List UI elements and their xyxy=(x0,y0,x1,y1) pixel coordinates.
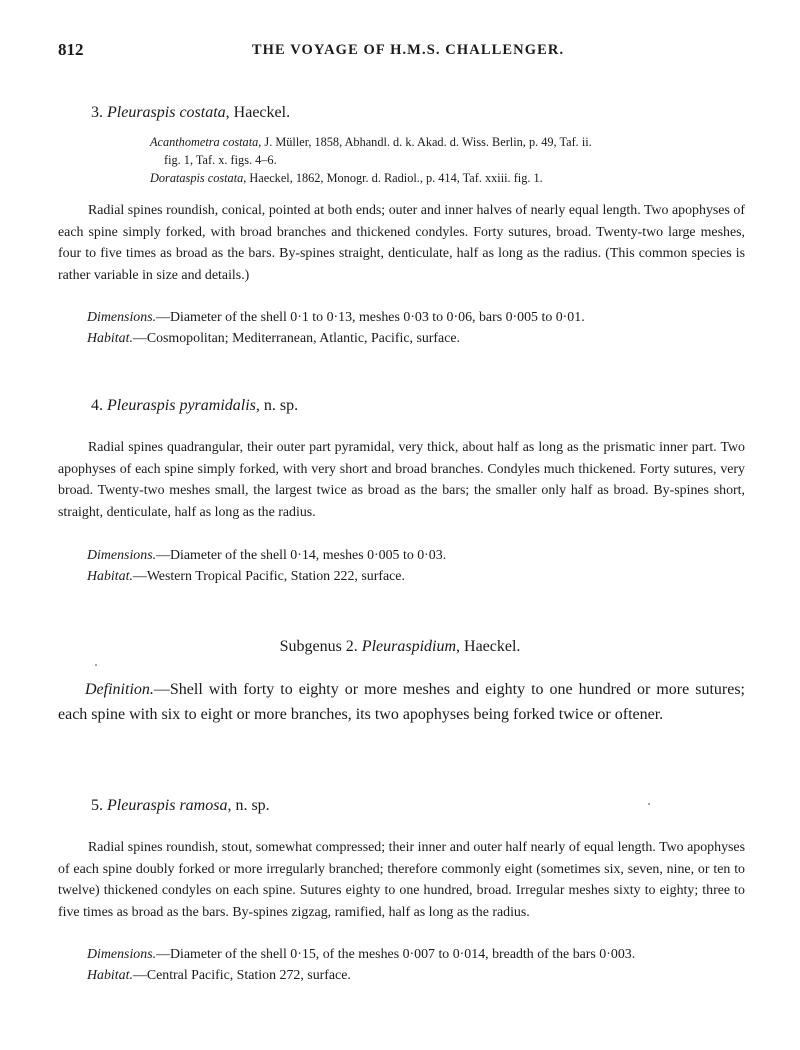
habitat-text: —Cosmopolitan; Mediterranean, Atlantic, Pacific, surface. xyxy=(132,331,461,346)
synonym-name: Dorataspis costata xyxy=(150,171,244,185)
species-5-description xyxy=(58,837,745,923)
species-4-author: , n. sp. xyxy=(255,397,299,414)
definition-text: —Shell with forty to eighty or more meshes and eighty to one hundred or more sutures; each spine with six to eight or more branches, its two apophyses being forked twice or oftener. xyxy=(58,681,745,723)
habitat-text: —Central Pacific, Station 272, surface. xyxy=(132,968,351,983)
species-3-synonymy xyxy=(150,133,750,187)
species-3-description xyxy=(58,200,745,286)
species-4-name: Pleuraspis pyramidalis xyxy=(107,397,256,414)
description-text: Radial spines roundish, conical, pointed at both ends; outer and inner halves of nearly equal length. Two apophyses of each spine simply forked, with broad branches and thickened condyles. Forty sutures, broad. Twenty-two large meshes, four to five times as broad as the bars. By-spines straight, denticulate, half as long as the radius. (This common species is rather variable in size and details.) xyxy=(58,203,745,283)
subgenus-prefix: Subgenus 2. xyxy=(279,638,362,655)
species-3-title xyxy=(91,104,290,122)
synonym-reference: , J. Müller, 1858, Abhandl. d. k. Akad. d. Wiss. Berlin, p. 49, Taf. ii. xyxy=(258,135,592,149)
dimensions-line xyxy=(87,307,747,328)
scan-speck xyxy=(95,664,97,666)
dimensions-label: Dimensions. xyxy=(87,548,157,563)
dimensions-line xyxy=(58,944,745,965)
species-5-title xyxy=(91,797,270,815)
subgenus-author: , Haeckel. xyxy=(456,638,521,655)
description-text: Radial spines quadrangular, their outer part pyramidal, very thick, about half as long as the prismatic inner part. Two apophyses of each spine simply forked, with very short and broad branches. Condyles much thickened. Forty sutures, very broad. Twenty-two meshes small, the largest twice as broad as the bars; the smaller only half as broad. By-spines short, straight, denticulate, half as long as the radius. xyxy=(58,440,745,520)
species-5-metadata xyxy=(58,944,745,986)
dimensions-text: —Diameter of the shell 0·15, of the meshes 0·007 to 0·014, breadth of the bars 0·003. xyxy=(156,947,636,962)
habitat-text: —Western Tropical Pacific, Station 222, surface. xyxy=(132,569,405,584)
dimensions-text: —Diameter of the shell 0·1 to 0·13, meshes 0·03 to 0·06, bars 0·005 to 0·01. xyxy=(156,310,585,325)
dimensions-label: Dimensions. xyxy=(87,947,157,962)
species-4-number: 4. xyxy=(91,397,103,414)
habitat-label: Habitat. xyxy=(87,331,133,346)
species-4-title xyxy=(91,397,298,415)
description-text: Radial spines roundish, stout, somewhat compressed; their inner and outer half nearly of equal length. Two apophyses of each spine doubly forked or more irregularly branched; therefore commonly eight (sometimes six, seven, nine, or ten to twelve) thickened condyles on each spine. Sutures eighty to one hundred, broad. Irregular meshes sixty to eighty; three to five times as broad as the bars. By-spines zigzag, ramified, half as long as the radius. xyxy=(58,840,745,920)
species-3-author: , Haeckel. xyxy=(225,104,291,121)
running-title: THE VOYAGE OF H.M.S. CHALLENGER. xyxy=(251,42,565,58)
synonym-line xyxy=(150,133,750,151)
definition-label: Definition. xyxy=(85,681,154,698)
dimensions-line xyxy=(87,545,747,566)
species-4-description xyxy=(58,437,745,523)
species-5-author: , n. sp. xyxy=(227,797,270,814)
definition-paragraph xyxy=(58,678,745,727)
synonym-line xyxy=(150,169,750,187)
habitat-label: Habitat. xyxy=(87,968,133,983)
running-header xyxy=(58,40,758,64)
subgenus-definition xyxy=(58,678,745,727)
dimensions-text: —Diameter of the shell 0·14, meshes 0·005 to 0·03. xyxy=(156,548,447,563)
species-5-number: 5. xyxy=(91,797,103,814)
species-4-metadata xyxy=(87,545,747,587)
synonym-reference: , Haeckel, 1862, Monogr. d. Radiol., p. 414, Taf. xxiii. fig. 1. xyxy=(243,171,543,185)
habitat-line xyxy=(58,965,745,986)
subgenus-heading xyxy=(0,638,800,656)
habitat-label: Habitat. xyxy=(87,569,133,584)
species-3-metadata xyxy=(87,307,747,349)
synonym-line-continued: fig. 1, Taf. x. figs. 4–6. xyxy=(164,153,277,167)
page-number: 812 xyxy=(58,40,84,59)
species-3-number: 3. xyxy=(91,104,103,121)
synonym-name: Acanthometra costata xyxy=(150,135,259,149)
habitat-line xyxy=(87,328,747,349)
subgenus-name: Pleuraspidium xyxy=(361,638,457,655)
dimensions-label: Dimensions. xyxy=(87,310,157,325)
species-5-name: Pleuraspis ramosa xyxy=(107,797,228,814)
species-3-name: Pleuraspis costata xyxy=(107,104,226,121)
habitat-line xyxy=(87,566,747,587)
scan-speck xyxy=(648,803,650,805)
